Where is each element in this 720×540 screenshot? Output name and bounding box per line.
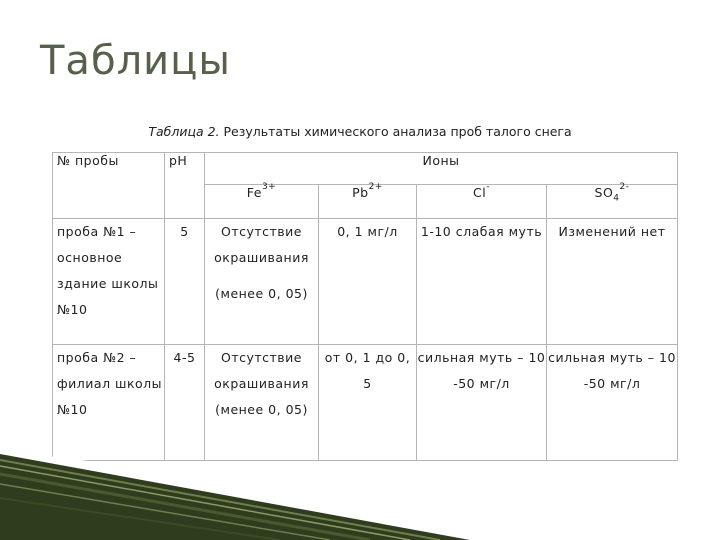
fe-cell: Отсутствие окрашивания (менее 0, 05) bbox=[205, 219, 319, 345]
ph-cell: 4-5 bbox=[165, 345, 205, 461]
caption-text: Результаты химического анализа проб талого снега bbox=[223, 124, 572, 139]
ph-cell: 5 bbox=[165, 219, 205, 345]
decorative-wave-band bbox=[0, 450, 720, 540]
header-probe: № пробы bbox=[53, 153, 165, 219]
table-row bbox=[53, 219, 678, 345]
table-caption bbox=[0, 124, 720, 139]
cl-cell: сильная муть – 10 -50 мг/л bbox=[417, 345, 547, 461]
probe-cell: проба №1 – основное здание школы №10 bbox=[53, 219, 165, 345]
probe-cell: проба №2 – филиал школы №10 bbox=[53, 345, 165, 461]
so4-cell: Изменений нет bbox=[547, 219, 678, 345]
header-ions: Ионы bbox=[205, 153, 678, 185]
caption-lead: Таблица 2. bbox=[148, 124, 220, 139]
pb-cell: от 0, 1 до 0, 5 bbox=[319, 345, 417, 461]
fe-cell: Отсутствие окрашивания (менее 0, 05) bbox=[205, 345, 319, 461]
table-row bbox=[53, 345, 678, 461]
results-table bbox=[52, 152, 678, 461]
cl-cell: 1-10 слабая муть bbox=[417, 219, 547, 345]
ion-pb: $Pb^{2+}$ bbox=[319, 185, 417, 219]
ion-so4: $SO_4^{2-}$ bbox=[547, 185, 678, 219]
ion-cl: Cl- bbox=[417, 185, 547, 219]
pb-cell: 0, 1 мг/л bbox=[319, 219, 417, 345]
ion-fe: $Fe^{3+}$ bbox=[205, 185, 319, 219]
header-ph: pH bbox=[165, 153, 205, 219]
table-header-row bbox=[53, 153, 678, 185]
so4-cell: сильная муть – 10 -50 мг/л bbox=[547, 345, 678, 461]
slide-title: Таблицы bbox=[40, 38, 231, 84]
